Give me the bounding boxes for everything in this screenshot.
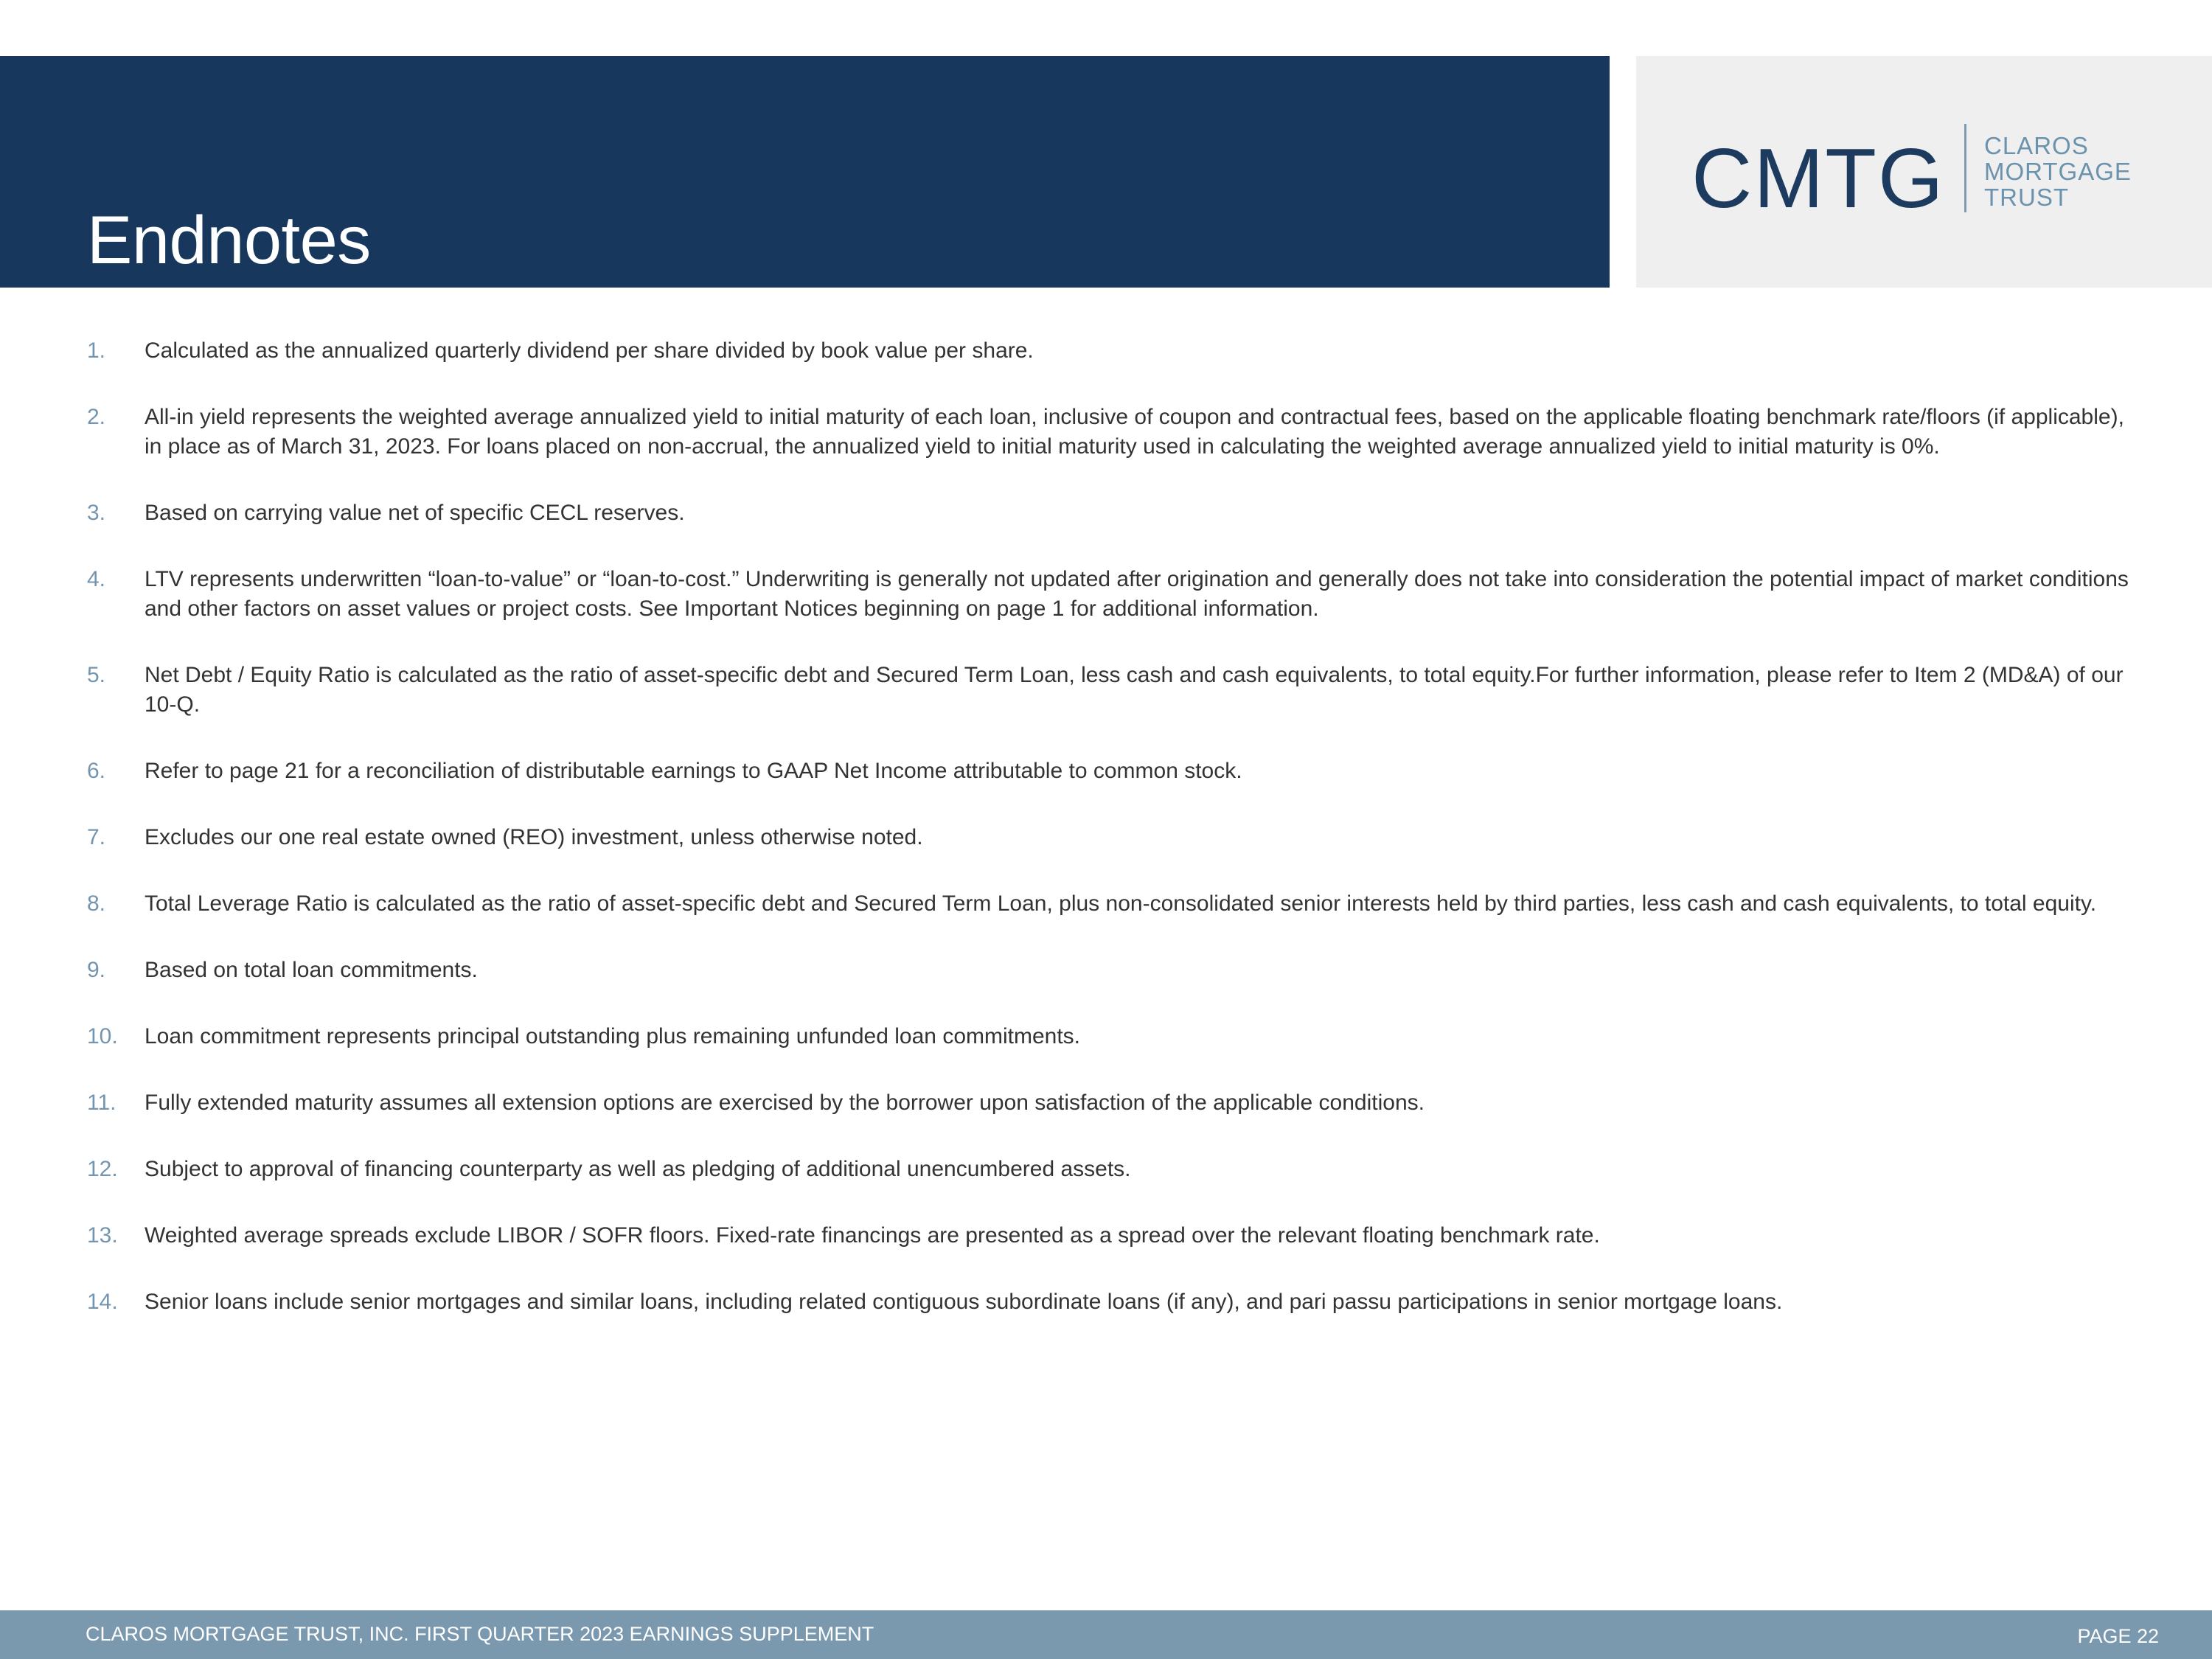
- endnote-text: All-in yield represents the weighted average annualized yield to initial maturity of each loan, inclusive of coupon and contractual fees, based on the applicable floating benchmark rate/floors (if applicable), in place as of March 31, 2023. For loans placed on non-accrual, the annualized yield to initial maturity used in calculating the weighted average annualized yield to initial maturity is 0%.: [145, 405, 2124, 459]
- endnote-text: Refer to page 21 for a reconciliation of distributable earnings to GAAP Net Income attributable to common stock.: [145, 759, 1242, 783]
- endnote-number: 2.: [87, 405, 106, 429]
- endnote-number: 9.: [87, 958, 106, 982]
- endnote-text: Net Debt / Equity Ratio is calculated as the ratio of asset-specific debt and Secured Term Loan, less cash and cash equivalents, to total equity.For further information, please refer to Item 2 (MD&A) of our 10-Q.: [145, 663, 2124, 717]
- endnote-text: Fully extended maturity assumes all extension options are exercised by the borrower upon satisfaction of the applicable conditions.: [145, 1091, 1425, 1115]
- endnote-text: Based on carrying value net of specific CECL reserves.: [145, 501, 685, 525]
- logo-wordmark: [1984, 133, 2132, 210]
- endnote-number: 4.: [87, 567, 106, 591]
- endnote-item: [87, 1088, 2129, 1118]
- endnote-number: 10.: [87, 1024, 118, 1048]
- endnote-item: [87, 823, 2129, 852]
- endnote-number: 11.: [87, 1091, 116, 1115]
- endnote-item: [87, 1287, 2129, 1317]
- logo-word: MORTGAGE: [1984, 158, 2132, 185]
- endnote-item: [87, 565, 2129, 624]
- endnote-number: 6.: [87, 759, 106, 783]
- endnote-number: 12.: [87, 1157, 118, 1181]
- endnote-number: 8.: [87, 891, 106, 916]
- endnote-item: [87, 336, 2129, 366]
- endnote-text: Excludes our one real estate owned (REO) investment, unless otherwise noted.: [145, 825, 923, 849]
- endnote-item: [87, 403, 2129, 462]
- footer-bar: [0, 1610, 2212, 1659]
- endnote-item: [87, 498, 2129, 528]
- endnote-number: 3.: [87, 501, 106, 525]
- endnote-item: [87, 889, 2129, 919]
- endnote-number: 13.: [87, 1223, 118, 1248]
- page-title: Endnotes: [87, 203, 371, 278]
- endnote-text: LTV represents underwritten “loan-to-value” or “loan-to-cost.” Underwriting is generally not updated after origination and generally does not take into consideration the potential impact of market conditions and other factors on asset values or project costs. See Important Notices beginning on page 1 for additional information.: [145, 567, 2129, 621]
- endnote-number: 14.: [87, 1290, 118, 1314]
- endnote-item: [87, 661, 2129, 720]
- endnote-text: Calculated as the annualized quarterly dividend per share divided by book value per share.: [145, 338, 1034, 363]
- endnote-number: 1.: [87, 338, 106, 363]
- endnote-text: Subject to approval of financing counterparty as well as pledging of additional unencumbered assets.: [145, 1157, 1131, 1181]
- endnote-text: Senior loans include senior mortgages and similar loans, including related contiguous subordinate loans (if any), and pari passu participations in senior mortgage loans.: [145, 1290, 1783, 1314]
- endnote-text: Loan commitment represents principal outstanding plus remaining unfunded loan commitments.: [145, 1024, 1081, 1048]
- endnote-text: Weighted average spreads exclude LIBOR / SOFR floors. Fixed-rate financings are presented as a spread over the relevant floating benchmark rate.: [145, 1223, 1600, 1248]
- endnote-item: [87, 1022, 2129, 1051]
- endnote-item: [87, 1221, 2129, 1251]
- endnote-number: 5.: [87, 663, 106, 687]
- endnote-number: 7.: [87, 825, 106, 849]
- endnote-text: Based on total loan commitments.: [145, 958, 478, 982]
- logo-mark: CMTG: [1691, 132, 1945, 226]
- endnote-item: [87, 956, 2129, 985]
- endnote-item: [87, 757, 2129, 786]
- logo-word: CLAROS: [1984, 132, 2089, 159]
- logo-panel: [1636, 56, 2212, 288]
- title-band: [0, 56, 1610, 288]
- endnote-text: Total Leverage Ratio is calculated as the ratio of asset-specific debt and Secured Term Loan, plus non-consolidated senior interests held by third parties, less cash and cash equivalents, to total equity.: [145, 891, 2097, 916]
- endnote-item: [87, 1155, 2129, 1184]
- logo-word: TRUST: [1984, 184, 2069, 211]
- page-number: PAGE 22: [2077, 1625, 2159, 1647]
- logo-divider: [1964, 124, 1966, 212]
- footer-document-title: CLAROS MORTGAGE TRUST, INC. FIRST QUARTER 2023 EARNINGS SUPPLEMENT: [86, 1623, 874, 1645]
- endnotes-list: [87, 336, 2129, 1354]
